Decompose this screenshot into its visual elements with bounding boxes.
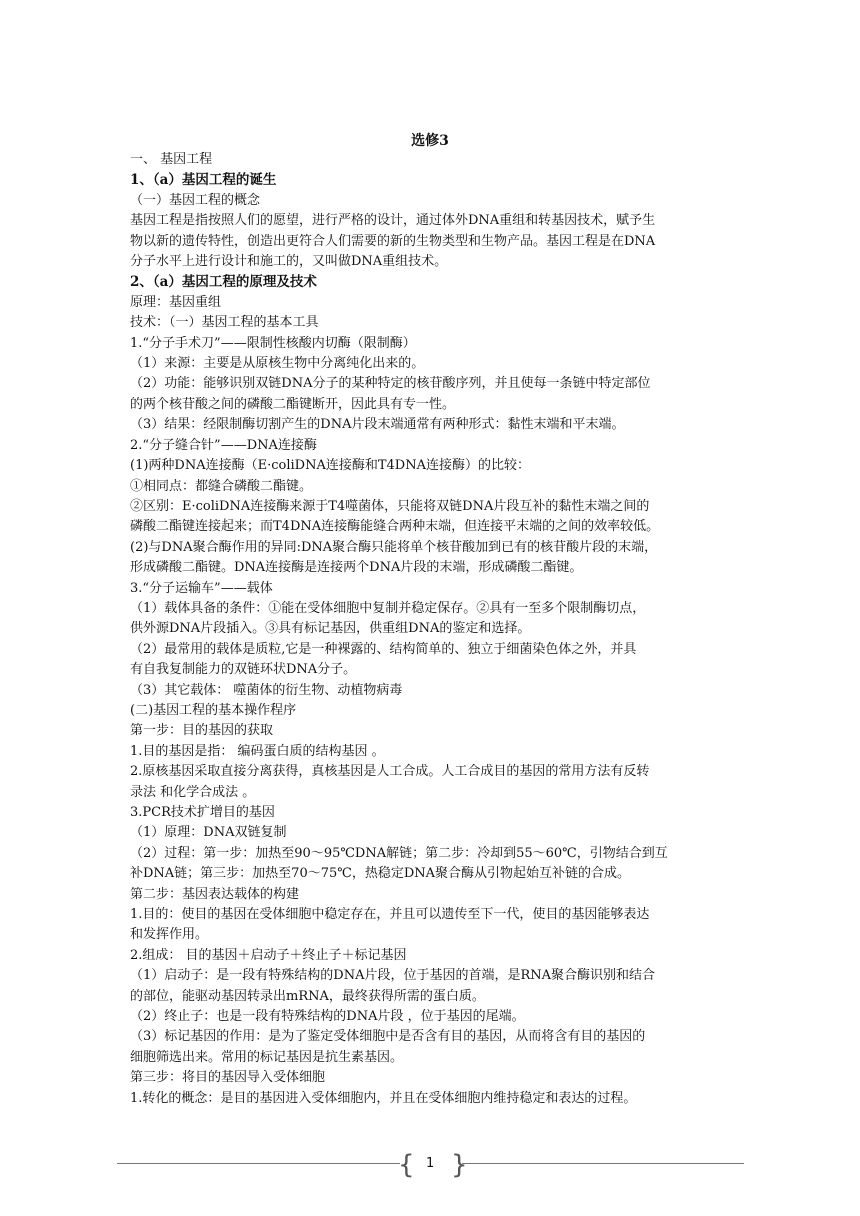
text-line: 细胞筛选出来。常用的标记基因是抗生素基因。: [130, 1049, 404, 1065]
text-line: 1.目的基因是指： 编码蛋白质的结构基因 。: [130, 743, 385, 759]
text-line: （2）最常用的载体是质粒,它是一种裸露的、结构简单的、独立于细菌染色体之外，并具: [130, 641, 637, 657]
text-line: 1、（a）基因工程的诞生: [130, 172, 277, 189]
text-line: 形成磷酸二酯键。DNA连接酶是连接两个DNA片段的末端，形成磷酸二酯键。: [130, 560, 583, 576]
text-line: （2）功能：能够识别双链DNA分子的某种特定的核苷酸序列，并且使每一条链中特定部位: [130, 376, 651, 392]
text-line: （1）启动子：是一段有特殊结构的DNA片段，位于基因的首端，是RNA聚合酶识别和结合: [130, 968, 656, 984]
text-line: 的两个核苷酸之间的磷酸二酯键断开，因此具有专一性。: [130, 396, 456, 412]
text-line: （1）原理：DNA双链复制: [130, 825, 287, 841]
text-line: （3）标记基因的作用：是为了鉴定受体细胞中是否含有目的基因，从而将含有目的基因的: [130, 1029, 646, 1045]
text-line: ①相同点：都缝合磷酸二酯键。: [130, 478, 313, 494]
text-line: 3.PCR技术扩增目的基因: [130, 805, 275, 820]
page-number: 1: [426, 1156, 435, 1171]
footer-rule-right: [462, 1163, 744, 1164]
text-line: 1.“分子手术刀”——限制性核酸内切酶（限制酶）: [130, 335, 416, 351]
text-line: 和发挥作用。: [130, 927, 209, 943]
text-line: 分子水平上进行设计和施工的，又叫做DNA重组技术。: [130, 254, 448, 270]
text-line: 2.组成： 目的基因＋启动子＋终止子＋标记基因: [130, 947, 407, 963]
text-line: 补DNA链；第三步：加热至70～75℃，热稳定DNA聚合酶从引物起始互补链的合成。: [130, 866, 630, 882]
text-line: (二)基因工程的基本操作程序: [130, 702, 297, 718]
text-line: 有自我复制能力的双链环状DNA分子。: [130, 662, 357, 678]
text-line: 磷酸二酯键连接起来；而T4DNA连接酶能缝合两种末端，但连接平末端的之间的效率较低。: [130, 519, 660, 535]
text-line: （3）结果：经限制酶切割产生的DNA片段末端通常有两种形式：黏性末端和平末端。: [130, 417, 625, 433]
footer-rule-left: [117, 1163, 400, 1164]
text-line: 供外源DNA片段插入。③具有标记基因，供重组DNA的鉴定和选择。: [130, 621, 531, 637]
text-line: (2)与DNA聚合酶作用的异同:DNA聚合酶只能将单个核苷酸加到已有的核苷酸片段的末端，: [130, 539, 658, 555]
text-line: 第二步：基因表达载体的构建: [130, 886, 300, 902]
text-line: 录法 和化学合成法 。: [130, 784, 256, 800]
text-line: （一）基因工程的概念: [130, 192, 261, 208]
text-line: 的部位，能驱动基因转录出mRNA，最终获得所需的蛋白质。: [130, 988, 485, 1004]
text-line: 物以新的遗传特性，创造出更符合人们需要的新的生物类型和生物产品。基因工程是在DNA: [130, 233, 656, 249]
text-line: 原理：基因重组: [130, 294, 222, 310]
document-body: [130, 150, 735, 1109]
text-line: 2、（a）基因工程的原理及技术: [130, 274, 317, 291]
text-line: 第三步：将目的基因导入受体细胞: [130, 1070, 326, 1086]
text-line: 2.“分子缝合针”——DNA连接酶: [130, 437, 317, 453]
text-line: 技术：（一）基因工程的基本工具: [130, 315, 319, 331]
text-line: （1）来源：主要是从原核生物中分离纯化出来的。: [130, 356, 425, 372]
text-line: （3）其它载体： 噬菌体的衍生物、动植物病毒: [130, 682, 403, 698]
text-line: 3.“分子运输车”——载体: [130, 580, 273, 596]
text-line: 一、 基因工程: [130, 152, 213, 167]
text-line: 2.原核基因采取直接分离获得，真核基因是人工合成。人工合成目的基因的常用方法有反转: [130, 764, 650, 780]
text-line: （1）载体具备的条件：①能在受体细胞中复制并稳定保存。②具有一至多个限制酶切点，: [130, 600, 646, 616]
footer-brace-right: }: [451, 1150, 468, 1180]
text-line: ②区别：E·coliDNA连接酶来源于T4噬菌体，只能将双链DNA片段互补的黏性末端之间的: [130, 498, 650, 514]
text-line: 基因工程是指按照人们的愿望，进行严格的设计，通过体外DNA重组和转基因技术，赋予生: [130, 213, 656, 229]
text-line: (1)两种DNA连接酶（E·coliDNA连接酶和T4DNA连接酶）的比较：: [130, 458, 530, 474]
text-line: 1.目的：使目的基因在受体细胞中稳定存在，并且可以遗传至下一代，使目的基因能够表达: [130, 907, 650, 923]
page-title: 选修3: [411, 133, 449, 149]
text-line: 第一步：目的基因的获取: [130, 723, 274, 739]
text-line: （2）终止子：也是一段有特殊结构的DNA片段 ，位于基因的尾端。: [130, 1009, 525, 1025]
text-line: 1.转化的概念：是目的基因进入受体细胞内，并且在受体细胞内维持稳定和表达的过程。: [130, 1090, 637, 1106]
text-line: （2）过程：第一步：加热至90～95℃DNA解链；第二步：冷却到55～60℃，引物结合到互: [130, 845, 668, 861]
footer-brace-left: {: [398, 1150, 415, 1180]
